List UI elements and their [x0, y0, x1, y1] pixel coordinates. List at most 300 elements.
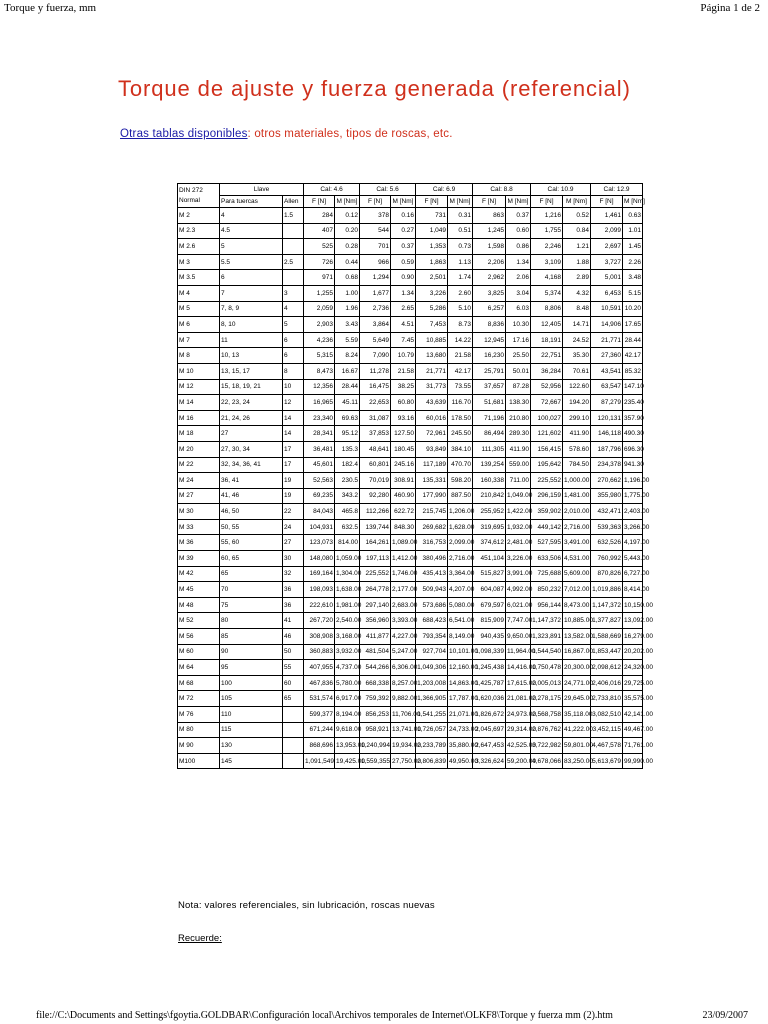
thread-size-cell: M 45 — [178, 582, 220, 598]
table-row — [178, 270, 643, 286]
allen-wrench-cell: 10 — [283, 379, 304, 395]
force-cell: 1,750,478 — [531, 660, 563, 676]
thread-size-cell: M 16 — [178, 410, 220, 426]
torque-cell: 1,775.00 — [623, 488, 643, 504]
torque-cell: 38.25 — [391, 379, 416, 395]
torque-cell: 1,628.00 — [448, 519, 473, 535]
nut-wrench-cell: 55, 60 — [220, 535, 283, 551]
force-cell: 1,588,669 — [591, 629, 623, 645]
force-cell: 48,641 — [360, 441, 391, 457]
force-cell: 1,853,447 — [591, 644, 623, 660]
torque-cell: 0.90 — [391, 270, 416, 286]
thread-size-cell: M 60 — [178, 644, 220, 660]
torque-cell: 3.43 — [335, 317, 360, 333]
force-cell: 164,261 — [360, 535, 391, 551]
force-cell: 1,620,036 — [473, 691, 506, 707]
force-cell: 87,279 — [591, 395, 623, 411]
torque-cell: 0.44 — [335, 254, 360, 270]
force-cell: 1,049 — [416, 223, 448, 239]
force-cell: 156,415 — [531, 441, 563, 457]
allen-wrench-cell: 55 — [283, 660, 304, 676]
allen-wrench-cell: 32 — [283, 566, 304, 582]
force-cell: 12,945 — [473, 332, 506, 348]
table-row — [178, 722, 643, 738]
torque-cell: 17.65 — [623, 317, 643, 333]
torque-cell: 182.4 — [335, 457, 360, 473]
force-cell: 378 — [360, 208, 391, 224]
force-cell: 264,778 — [360, 582, 391, 598]
nut-wrench-cell: 105 — [220, 691, 283, 707]
table-row — [178, 551, 643, 567]
allen-wrench-cell: 4 — [283, 301, 304, 317]
force-cell: 169,164 — [304, 566, 335, 582]
table-row — [178, 254, 643, 270]
table-row — [178, 379, 643, 395]
force-cell: 958,921 — [360, 722, 391, 738]
table-row — [178, 457, 643, 473]
force-cell: 5,286 — [416, 301, 448, 317]
torque-cell: 10.30 — [506, 317, 531, 333]
torque-cell: 3.04 — [506, 285, 531, 301]
thread-size-cell: M 56 — [178, 629, 220, 645]
nut-wrench-cell: 50, 55 — [220, 519, 283, 535]
force-cell: 1,255 — [304, 285, 335, 301]
other-tables-description: : otros materiales, tipos de roscas, etc. — [247, 128, 453, 140]
allen-wrench-cell: 8 — [283, 363, 304, 379]
force-cell: 27,360 — [591, 348, 623, 364]
page-footer-path: file://C:\Documents and Settings\fgoytia.GOLDBAR\Configuración local\Archivos temporales de Internet\OLKF8\Torque y fuerza mm (2).htm — [36, 1010, 613, 1021]
torque-cell: 3,226.00 — [506, 551, 531, 567]
force-cell: 1,240,994 — [360, 738, 391, 754]
table-row — [178, 208, 643, 224]
torque-cell: 2.06 — [506, 270, 531, 286]
torque-cell: 10.20 — [623, 301, 643, 317]
table-row — [178, 488, 643, 504]
torque-cell: 59,200.00 — [506, 753, 531, 769]
force-cell: 16,965 — [304, 395, 335, 411]
torque-cell: 6,306.00 — [391, 660, 416, 676]
torque-cell: 1,059.00 — [335, 551, 360, 567]
torque-cell: 8,149.00 — [448, 629, 473, 645]
torque-cell: 1.96 — [335, 301, 360, 317]
torque-header: M [Nm] — [391, 196, 416, 208]
force-cell: 6,257 — [473, 301, 506, 317]
torque-cell: 21.58 — [448, 348, 473, 364]
torque-force-table — [177, 183, 653, 769]
torque-cell: 8,257.00 — [391, 675, 416, 691]
force-cell: 51,681 — [473, 395, 506, 411]
torque-cell: 1.01 — [623, 223, 643, 239]
torque-cell: 2.65 — [391, 301, 416, 317]
table-row — [178, 363, 643, 379]
torque-cell: 9,882.00 — [391, 691, 416, 707]
force-cell: 539,363 — [591, 519, 623, 535]
force-cell: 255,952 — [473, 504, 506, 520]
force-cell: 481,504 — [360, 644, 391, 660]
recuerde-label: Recuerde: — [178, 933, 222, 944]
wrench-nut-header: Para tuercas — [220, 196, 283, 208]
force-cell: 726 — [304, 254, 335, 270]
force-cell: 2,697 — [591, 239, 623, 255]
torque-cell: 2.26 — [623, 254, 643, 270]
nut-wrench-cell: 10, 13 — [220, 348, 283, 364]
torque-cell: 1.34 — [391, 285, 416, 301]
grade-header: Cal: 10.9 — [531, 184, 591, 196]
thread-size-cell: M 2.3 — [178, 223, 220, 239]
torque-cell: 20,202.00 — [623, 644, 643, 660]
force-cell: 52,563 — [304, 473, 335, 489]
table-row — [178, 332, 643, 348]
thread-size-cell: M 64 — [178, 660, 220, 676]
torque-cell: 27,750.00 — [391, 753, 416, 769]
force-cell: 86,494 — [473, 426, 506, 442]
allen-wrench-cell: 46 — [283, 629, 304, 645]
force-cell: 60,801 — [360, 457, 391, 473]
force-header: F [N] — [531, 196, 563, 208]
force-cell: 60,016 — [416, 410, 448, 426]
force-cell: 267,720 — [304, 613, 335, 629]
force-cell: 284 — [304, 208, 335, 224]
force-cell: 355,980 — [591, 488, 623, 504]
allen-wrench-cell — [283, 738, 304, 754]
nut-wrench-cell: 60, 65 — [220, 551, 283, 567]
torque-cell: 559.00 — [506, 457, 531, 473]
thread-size-cell: M 90 — [178, 738, 220, 754]
torque-cell: 2,540.00 — [335, 613, 360, 629]
force-cell: 1,245 — [473, 223, 506, 239]
force-cell: 2,733,810 — [591, 691, 623, 707]
table-row — [178, 504, 643, 520]
force-cell: 316,753 — [416, 535, 448, 551]
force-cell: 112,266 — [360, 504, 391, 520]
torque-cell: 135.3 — [335, 441, 360, 457]
torque-cell: 1.45 — [623, 239, 643, 255]
torque-cell: 10,150.00 — [623, 597, 643, 613]
force-cell: 356,960 — [360, 613, 391, 629]
force-cell: 725,688 — [531, 566, 563, 582]
torque-cell: 0.63 — [623, 208, 643, 224]
torque-cell: 7.45 — [391, 332, 416, 348]
nut-wrench-cell: 27 — [220, 426, 283, 442]
force-cell: 4,678,066 — [531, 753, 563, 769]
torque-cell: 5,609.00 — [563, 566, 591, 582]
torque-cell: 24.52 — [563, 332, 591, 348]
torque-cell: 1.88 — [563, 254, 591, 270]
force-cell: 111,305 — [473, 441, 506, 457]
torque-cell: 42,141.00 — [623, 707, 643, 723]
nut-wrench-cell: 46, 50 — [220, 504, 283, 520]
thread-size-cell: M 8 — [178, 348, 220, 364]
force-cell: 13,680 — [416, 348, 448, 364]
table-row — [178, 566, 643, 582]
force-cell: 71,196 — [473, 410, 506, 426]
allen-wrench-cell: 3 — [283, 285, 304, 301]
nut-wrench-cell: 41, 46 — [220, 488, 283, 504]
nut-wrench-cell: 7, 8, 9 — [220, 301, 283, 317]
torque-cell: 59,801.00 — [563, 738, 591, 754]
force-cell: 69,235 — [304, 488, 335, 504]
torque-header: M [Nm] — [563, 196, 591, 208]
thread-size-cell: M 12 — [178, 379, 220, 395]
nut-wrench-cell: 70 — [220, 582, 283, 598]
force-cell: 731 — [416, 208, 448, 224]
torque-cell: 6,021.00 — [506, 597, 531, 613]
torque-cell: 814.00 — [335, 535, 360, 551]
force-cell: 195,642 — [531, 457, 563, 473]
thread-size-cell: M 52 — [178, 613, 220, 629]
torque-cell: 1,981.00 — [335, 597, 360, 613]
torque-cell: 1,638.00 — [335, 582, 360, 598]
force-cell: 870,826 — [591, 566, 623, 582]
torque-cell: 460.90 — [391, 488, 416, 504]
torque-cell: 83,250.00 — [563, 753, 591, 769]
thread-size-cell: M 6 — [178, 317, 220, 333]
force-cell: 793,354 — [416, 629, 448, 645]
force-cell: 359,902 — [531, 504, 563, 520]
torque-cell: 147.10 — [623, 379, 643, 395]
force-cell: 868,696 — [304, 738, 335, 754]
torque-cell: 848.30 — [391, 519, 416, 535]
force-cell: 1,091,549 — [304, 753, 335, 769]
torque-cell: 16,867.00 — [563, 644, 591, 660]
torque-cell: 4.51 — [391, 317, 416, 333]
force-cell: 3,109 — [531, 254, 563, 270]
thread-size-cell: M 3.5 — [178, 270, 220, 286]
force-cell: 36,284 — [531, 363, 563, 379]
force-cell: 5,374 — [531, 285, 563, 301]
force-cell: 1,353 — [416, 239, 448, 255]
thread-size-cell: M 48 — [178, 597, 220, 613]
force-cell: 270,662 — [591, 473, 623, 489]
torque-header: M [Nm] — [448, 196, 473, 208]
allen-wrench-cell: 22 — [283, 504, 304, 520]
reference-note: Nota: valores referenciales, sin lubricación, roscas nuevas — [178, 900, 435, 911]
force-cell: 850,232 — [531, 582, 563, 598]
force-cell: 679,597 — [473, 597, 506, 613]
nut-wrench-cell: 85 — [220, 629, 283, 645]
nut-wrench-cell: 7 — [220, 285, 283, 301]
table-row — [178, 582, 643, 598]
force-cell: 1,294 — [360, 270, 391, 286]
allen-wrench-cell: 19 — [283, 473, 304, 489]
force-cell: 10,591 — [591, 301, 623, 317]
torque-cell: 45.11 — [335, 395, 360, 411]
force-cell: 269,682 — [416, 519, 448, 535]
nut-wrench-cell: 13, 15, 17 — [220, 363, 283, 379]
force-cell: 10,885 — [416, 332, 448, 348]
torque-cell: 1,089.00 — [391, 535, 416, 551]
force-cell: 210,842 — [473, 488, 506, 504]
torque-cell: 1.74 — [448, 270, 473, 286]
force-cell: 308,908 — [304, 629, 335, 645]
thread-size-cell: M 10 — [178, 363, 220, 379]
force-cell: 971 — [304, 270, 335, 286]
table-row — [178, 644, 643, 660]
force-cell: 380,496 — [416, 551, 448, 567]
thread-size-cell: M 30 — [178, 504, 220, 520]
force-cell: 956,144 — [531, 597, 563, 613]
force-cell: 467,836 — [304, 675, 335, 691]
torque-cell: 29,725.00 — [623, 675, 643, 691]
table-row — [178, 426, 643, 442]
torque-cell: 384.10 — [448, 441, 473, 457]
force-cell: 668,338 — [360, 675, 391, 691]
force-cell: 18,191 — [531, 332, 563, 348]
force-cell: 8,806 — [531, 301, 563, 317]
torque-cell: 19,425.00 — [335, 753, 360, 769]
force-cell: 632,526 — [591, 535, 623, 551]
allen-wrench-cell — [283, 753, 304, 769]
force-cell: 14,906 — [591, 317, 623, 333]
force-header: F [N] — [473, 196, 506, 208]
force-cell: 1,019,886 — [591, 582, 623, 598]
torque-cell: 3,932.00 — [335, 644, 360, 660]
force-cell: 11,278 — [360, 363, 391, 379]
torque-cell: 0.60 — [506, 223, 531, 239]
force-cell: 22,751 — [531, 348, 563, 364]
page-header-left: Torque y fuerza, mm — [4, 2, 97, 14]
torque-cell: 50.01 — [506, 363, 531, 379]
table-row — [178, 738, 643, 754]
torque-cell: 194.20 — [563, 395, 591, 411]
allen-wrench-cell: 17 — [283, 441, 304, 457]
torque-cell: 17.16 — [506, 332, 531, 348]
torque-cell: 3,266.00 — [623, 519, 643, 535]
grade-header: Cal: 4.6 — [304, 184, 360, 196]
force-cell: 225,552 — [360, 566, 391, 582]
force-cell: 139,254 — [473, 457, 506, 473]
force-cell: 12,405 — [531, 317, 563, 333]
force-cell: 31,773 — [416, 379, 448, 395]
force-cell: 2,736 — [360, 301, 391, 317]
nut-wrench-cell: 95 — [220, 660, 283, 676]
torque-cell: 289.30 — [506, 426, 531, 442]
force-cell: 633,506 — [531, 551, 563, 567]
thread-size-cell: M 4 — [178, 285, 220, 301]
nut-wrench-cell: 8, 10 — [220, 317, 283, 333]
torque-cell: 8.24 — [335, 348, 360, 364]
force-cell: 856,253 — [360, 707, 391, 723]
force-cell: 123,073 — [304, 535, 335, 551]
force-cell: 72,961 — [416, 426, 448, 442]
force-cell: 544 — [360, 223, 391, 239]
allen-wrench-cell: 36 — [283, 597, 304, 613]
thread-size-cell: M 72 — [178, 691, 220, 707]
force-cell: 2,903 — [304, 317, 335, 333]
allen-wrench-cell — [283, 223, 304, 239]
force-cell: 4,467,578 — [591, 738, 623, 754]
force-cell: 927,704 — [416, 644, 448, 660]
torque-cell: 14.22 — [448, 332, 473, 348]
force-cell: 2,962 — [473, 270, 506, 286]
torque-cell: 4,737.00 — [335, 660, 360, 676]
torque-cell: 9,618.00 — [335, 722, 360, 738]
force-cell: 117,189 — [416, 457, 448, 473]
torque-cell: 0.12 — [335, 208, 360, 224]
torque-cell: 941.30 — [623, 457, 643, 473]
force-cell: 84,043 — [304, 504, 335, 520]
nut-wrench-cell: 4 — [220, 208, 283, 224]
table-row — [178, 613, 643, 629]
force-cell: 5,649 — [360, 332, 391, 348]
force-cell: 187,796 — [591, 441, 623, 457]
torque-cell: 1,196.00 — [623, 473, 643, 489]
torque-cell: 0.37 — [506, 208, 531, 224]
table-row — [178, 660, 643, 676]
allen-wrench-cell — [283, 270, 304, 286]
force-cell: 2,099 — [591, 223, 623, 239]
torque-cell: 411.90 — [506, 441, 531, 457]
torque-cell: 0.59 — [391, 254, 416, 270]
torque-cell: 5,780.00 — [335, 675, 360, 691]
torque-cell: 0.20 — [335, 223, 360, 239]
nut-wrench-cell: 115 — [220, 722, 283, 738]
force-cell: 92,280 — [360, 488, 391, 504]
allen-wrench-cell: 6 — [283, 332, 304, 348]
force-cell: 760,992 — [591, 551, 623, 567]
torque-cell: 578.60 — [563, 441, 591, 457]
torque-header: M [Nm] — [335, 196, 360, 208]
table-row — [178, 535, 643, 551]
torque-cell: 14,863.00 — [448, 675, 473, 691]
thread-size-cell: M 42 — [178, 566, 220, 582]
allen-wrench-cell: 14 — [283, 426, 304, 442]
torque-cell: 1,481.00 — [563, 488, 591, 504]
grade-header: Cal: 12.9 — [591, 184, 643, 196]
torque-cell: 178.50 — [448, 410, 473, 426]
force-cell: 1,461 — [591, 208, 623, 224]
torque-cell: 1,000.00 — [563, 473, 591, 489]
force-cell: 451,104 — [473, 551, 506, 567]
force-cell: 1,216 — [531, 208, 563, 224]
torque-cell: 5,080.00 — [448, 597, 473, 613]
thread-size-cell: M 24 — [178, 473, 220, 489]
force-cell: 135,331 — [416, 473, 448, 489]
torque-cell: 21.58 — [391, 363, 416, 379]
torque-cell: 93.16 — [391, 410, 416, 426]
wrench-header: Llave — [220, 184, 304, 196]
force-cell: 297,140 — [360, 597, 391, 613]
torque-cell: 17,787.00 — [448, 691, 473, 707]
table-row — [178, 348, 643, 364]
torque-cell: 0.27 — [391, 223, 416, 239]
force-cell: 3,825 — [473, 285, 506, 301]
nut-wrench-cell: 27, 30, 34 — [220, 441, 283, 457]
table-row — [178, 691, 643, 707]
other-tables-link[interactable]: Otras tablas disponibles — [120, 128, 248, 140]
thread-size-cell: M 76 — [178, 707, 220, 723]
force-cell: 604,087 — [473, 582, 506, 598]
nut-wrench-cell: 90 — [220, 644, 283, 660]
force-cell: 3,326,624 — [473, 753, 506, 769]
force-cell: 37,657 — [473, 379, 506, 395]
force-cell: 45,601 — [304, 457, 335, 473]
force-cell: 701 — [360, 239, 391, 255]
force-cell: 2,045,697 — [473, 722, 506, 738]
force-cell: 509,943 — [416, 582, 448, 598]
torque-cell: 3,991.00 — [506, 566, 531, 582]
torque-cell: 49,950.00 — [448, 753, 473, 769]
force-cell: 3,722,982 — [531, 738, 563, 754]
nut-wrench-cell: 11 — [220, 332, 283, 348]
din-header: DIN 272 Normal — [178, 184, 220, 208]
allen-wrench-cell — [283, 707, 304, 723]
force-cell: 222,610 — [304, 597, 335, 613]
nut-wrench-cell: 5.5 — [220, 254, 283, 270]
thread-size-cell: M 5 — [178, 301, 220, 317]
force-cell: 863 — [473, 208, 506, 224]
nut-wrench-cell: 21, 24, 26 — [220, 410, 283, 426]
